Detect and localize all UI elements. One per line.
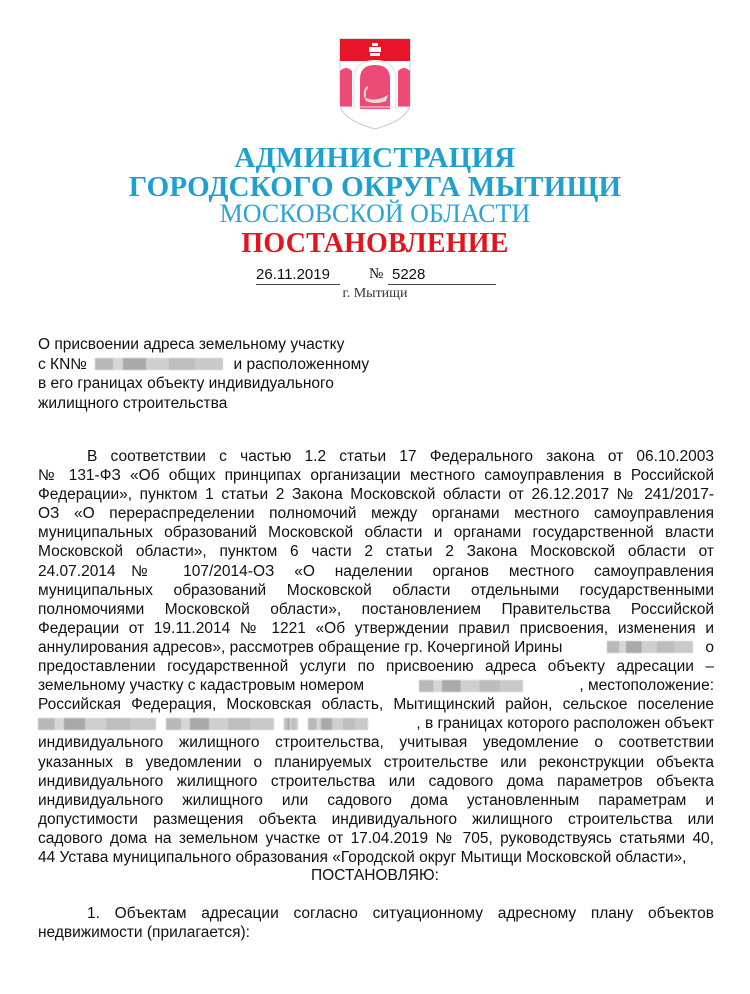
subject-prefix: с КN№ xyxy=(38,355,87,373)
org-name-line2: ГОРОДСКОГО ОКРУГА МЫТИЩИ xyxy=(128,171,622,203)
preamble-line-with-redaction xyxy=(38,676,714,695)
preamble-text: аннулирования адресов», рассмотрев обращение гр. Кочергиной Ирины xyxy=(38,638,563,656)
preamble-text: , в границах которого расположен объект xyxy=(416,715,714,733)
preamble-line: индивидуального жилищного строительства или садового дома параметров объекта xyxy=(38,772,714,790)
number-underline xyxy=(388,284,496,285)
document-number: 5228 xyxy=(392,266,426,283)
org-name-line3: МОСКОВСКОЙ ОБЛАСТИ xyxy=(219,199,531,228)
subject-line: в его границах объекту индивидуального xyxy=(38,375,334,392)
document-type-title: ПОСТАНОВЛЕНИЕ xyxy=(241,228,509,259)
subject-line xyxy=(38,355,398,375)
preamble-text: земельному участку с кадастровым номером xyxy=(38,677,365,695)
preamble-line: Российская Федерация, Московская область, Мытищинский район, сельское поселение xyxy=(38,696,714,714)
preamble-text: , местоположение: xyxy=(579,677,714,695)
redacted-settlement-name xyxy=(308,718,368,730)
item-line: 1. Объектам адресации согласно ситуационному адресному плану объектов xyxy=(87,905,714,922)
org-name-line1: АДМИНИСТРАЦИЯ xyxy=(234,142,516,174)
preamble-paragraph xyxy=(38,447,714,867)
preamble-line: полномочиями Московской области», постановлением Правительства Российской xyxy=(38,600,714,618)
preamble-line: муниципальных образований Московской области отдельными государственными xyxy=(38,581,714,599)
preamble-text: о xyxy=(705,638,714,656)
number-sign: № xyxy=(369,266,384,282)
preamble-line-with-redaction xyxy=(38,638,714,657)
preamble-line: садового дома на земельном участке от 17.04.2019 № 705, руководствуясь статьями 40, xyxy=(38,829,714,847)
preamble-line: В соответствии с частью 1.2 статьи 17 Федерального закона от 06.10.2003 xyxy=(87,448,714,465)
preamble-line: указанных в уведомлении о планируемых строительстве или реконструкции объекта xyxy=(38,753,714,771)
preamble-line: индивидуального жилищного строительства, учитывая уведомление о соответствии xyxy=(38,734,714,752)
redacted-patronymic xyxy=(607,641,693,653)
preamble-line-with-redaction xyxy=(38,714,714,733)
preamble-line: муниципальных образований Московской области и органами государственной власти xyxy=(38,524,714,542)
preamble-line: № 131-ФЗ «Об общих принципах организации местного самоуправления в Российской xyxy=(38,467,714,485)
document-city: г. Мытищи xyxy=(342,286,408,301)
decree-heading: ПОСТАНОВЛЯЮ: xyxy=(311,867,439,884)
document-subject xyxy=(38,335,398,413)
preamble-line: предоставлении государственной услуги по присвоению адреса объекту адресации – xyxy=(38,658,714,676)
item-line: недвижимости (прилагается): xyxy=(38,924,250,942)
subject-suffix: и расположенному xyxy=(233,355,370,373)
preamble-line: допустимости размещения объекта индивидуального жилищного строительства или xyxy=(38,810,714,828)
subject-line: жилищного строительства xyxy=(38,394,228,412)
redacted-settlement-name xyxy=(284,718,298,730)
preamble-line: ОЗ «О перераспределении полномочий между органами местного самоуправления xyxy=(38,505,714,523)
redacted-settlement-name xyxy=(38,718,156,730)
decree-item-1 xyxy=(38,904,714,942)
preamble-line: индивидуального жилищного или садового дома установленным параметрам и xyxy=(38,791,714,809)
document-date-number xyxy=(256,266,496,286)
preamble-line: Федерации», пунктом 1 статьи 2 Закона Московской области от 26.12.2017 № 241/2017- xyxy=(38,486,714,504)
preamble-line: 24.07.2014№ 107/2014-ОЗ «О наделении органов местного самоуправления xyxy=(38,562,714,580)
preamble-line: Московской области», пунктом 6 части 2 статьи 2 Закона Московской области от xyxy=(38,543,714,561)
document-date: 26.11.2019 xyxy=(256,266,330,283)
redacted-cadastral-number xyxy=(95,358,223,370)
preamble-line: Федерации от 19.11.2014 № 1221 «Об утверждении правил присвоения, изменения и xyxy=(38,619,714,637)
redacted-cadastral-number xyxy=(419,680,523,692)
date-underline xyxy=(256,284,340,285)
redacted-settlement-name xyxy=(166,718,274,730)
subject-line: О присвоении адреса земельному участку xyxy=(38,336,345,353)
preamble-line: 44 Устава муниципального образования «Городской округ Мытищи Московской области», xyxy=(38,848,687,866)
mytishchi-coat-of-arms-icon xyxy=(338,37,412,131)
